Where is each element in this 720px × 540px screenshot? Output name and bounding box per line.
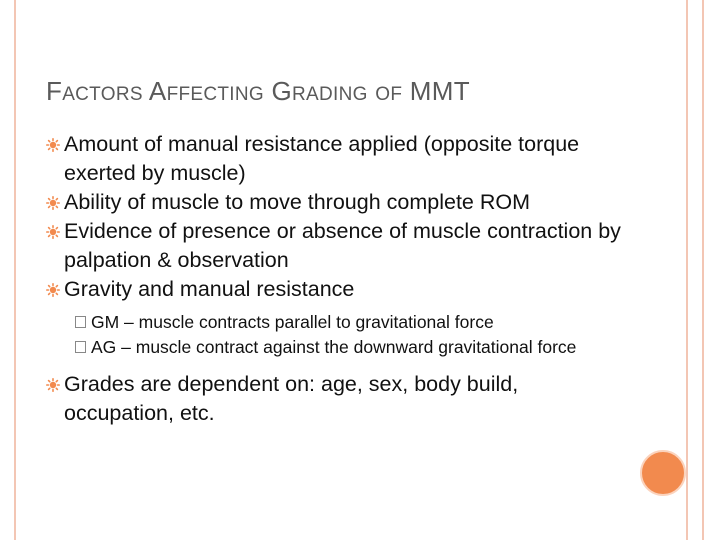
bullet-text: Gravity and manual resistance — [64, 277, 355, 301]
bullet-text: Amount of manual resistance applied (opposite torque exerted by muscle) — [64, 132, 580, 185]
frame-line-right-1 — [686, 0, 688, 540]
sub-bullet-text: AG – muscle contract against the downward gravitational force — [91, 337, 577, 357]
bullet-text: Ability of muscle to move through complete ROM — [64, 190, 531, 214]
bullet-text: Evidence of presence or absence of muscle contraction by palpation & observation — [64, 219, 621, 272]
sun-icon — [46, 138, 60, 152]
bullet-item — [46, 275, 626, 304]
sub-bullet-text: GM – muscle contracts parallel to gravitational force — [91, 312, 494, 332]
sub-bullet-item — [46, 335, 626, 360]
bullet-list — [46, 130, 626, 428]
bullet-item — [46, 130, 626, 188]
frame-line-left — [14, 0, 16, 540]
sun-icon — [46, 378, 60, 392]
checkbox-icon — [75, 316, 86, 328]
sun-icon — [46, 196, 60, 210]
sun-icon — [46, 225, 60, 239]
sub-bullet-item — [46, 310, 626, 335]
checkbox-icon — [75, 341, 86, 353]
slide-title: FACTORS AFFECTING GRADING OF MMT — [46, 76, 470, 106]
bullet-text: Grades are dependent on: age, sex, body build, occupation, etc. — [64, 372, 519, 425]
bullet-item — [46, 188, 626, 217]
sun-icon — [46, 283, 60, 297]
frame-line-right-2 — [702, 0, 704, 540]
bullet-item — [46, 217, 626, 275]
bullet-item — [46, 370, 626, 428]
decorative-circle — [640, 450, 686, 496]
